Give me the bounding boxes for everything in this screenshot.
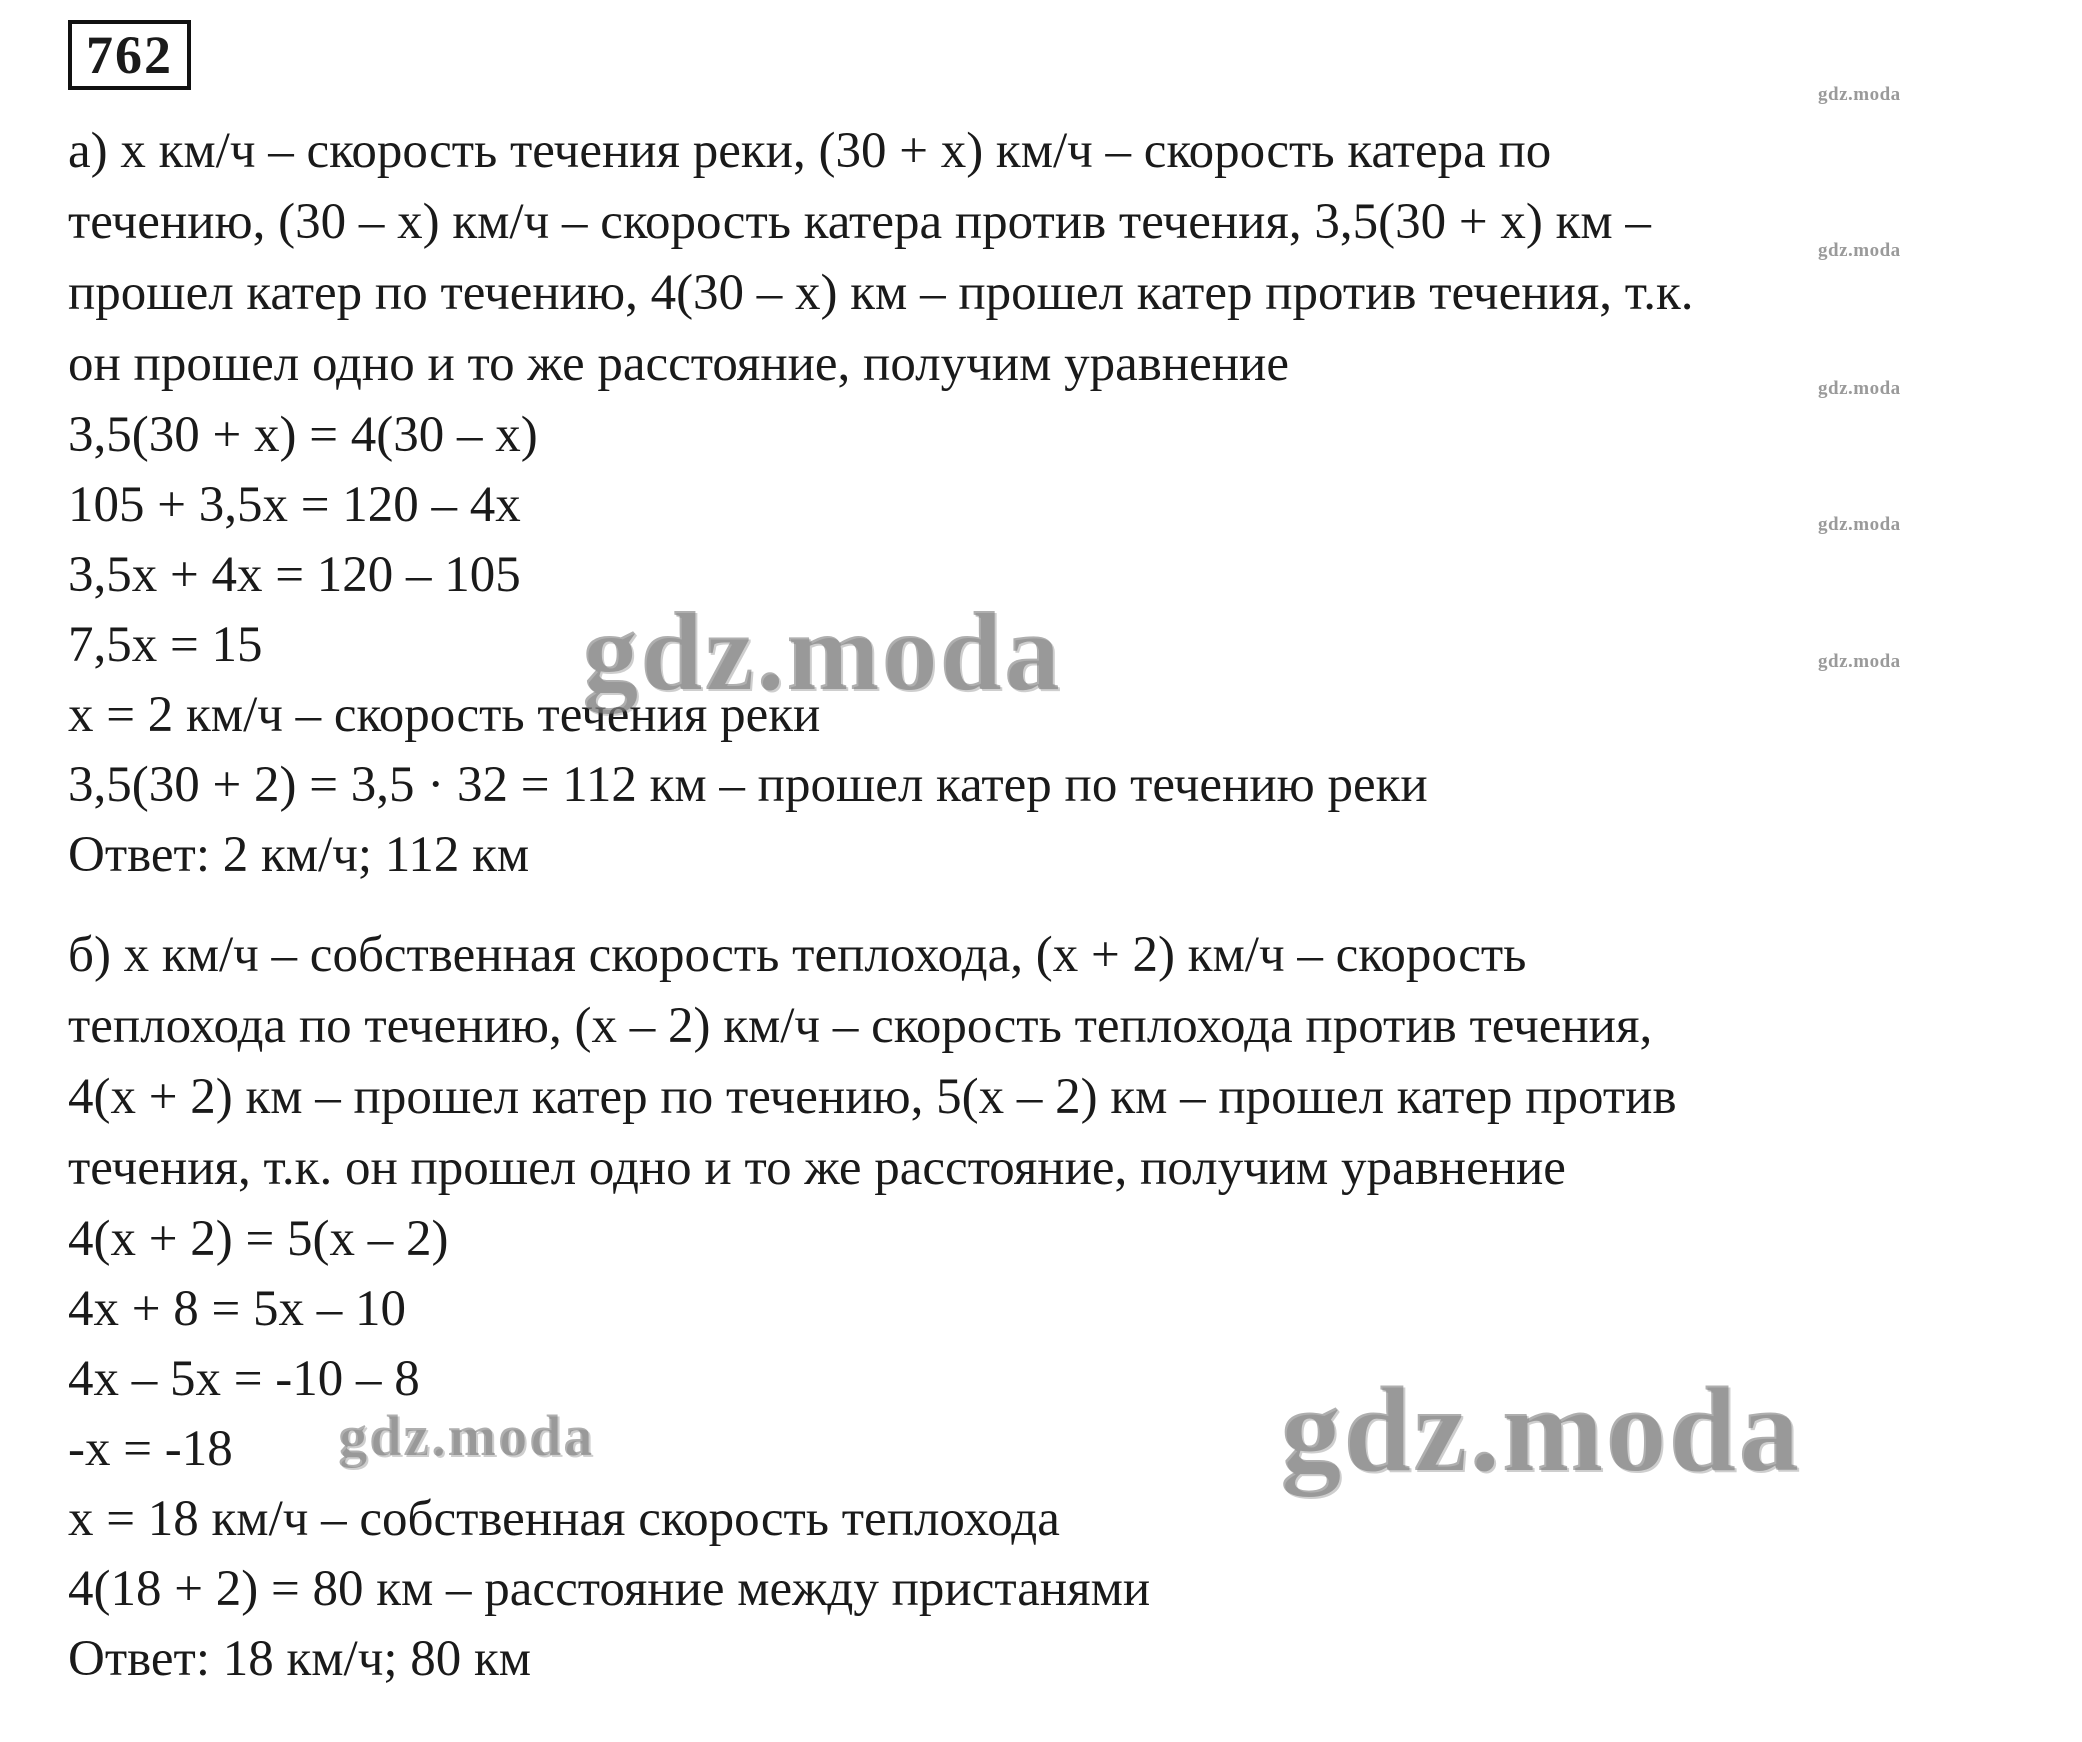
watermark-small: gdz.moda <box>1818 651 1901 672</box>
part-b-line: 4(x + 2) км – прошел катер по течению, 5(x – 2) км – прошел катер против <box>68 1069 1677 1125</box>
answer-b: Ответ: 18 км/ч; 80 км <box>68 1631 532 1687</box>
part-b-line: теплохода по течению, (x – 2) км/ч – скорость теплохода против течения, <box>68 998 1653 1054</box>
equation-line: 105 + 3,5x = 120 – 4x <box>68 477 521 533</box>
watermark-small: gdz.moda <box>1818 378 1901 399</box>
part-b-line: 4(18 + 2) = 80 км – расстояние между пристанями <box>68 1561 1151 1617</box>
watermark-small: gdz.moda <box>1818 240 1901 261</box>
equation-line: 7,5x = 15 <box>68 617 263 673</box>
answer-a: Ответ: 2 км/ч; 112 км <box>68 827 530 883</box>
part-a-line: 3,5(30 + 2) = 3,5 · 32 = 112 км – прошел катер по течению реки <box>68 757 1428 813</box>
part-a-line: он прошел одно и то же расстояние, получим уравнение <box>68 336 1289 392</box>
equation-line: 4x + 8 = 5x – 10 <box>68 1281 407 1337</box>
watermark-medium: gdz.moda <box>338 1403 595 1468</box>
equation-line: 4(x + 2) = 5(x – 2) <box>68 1211 449 1267</box>
part-b-line: б) x км/ч – собственная скорость теплохода, (x + 2) км/ч – скорость <box>68 927 1527 983</box>
part-a-line: а) x км/ч – скорость течения реки, (30 + x) км/ч – скорость катера по <box>68 123 1552 179</box>
equation-line: 3,5x + 4x = 120 – 105 <box>68 547 521 603</box>
part-b-line: течения, т.к. он прошел одно и то же расстояние, получим уравнение <box>68 1140 1566 1196</box>
equation-line: 3,5(30 + x) = 4(30 – x) <box>68 407 538 463</box>
watermark-large: gdz.moda <box>582 590 1062 714</box>
equation-line: 4x – 5x = -10 – 8 <box>68 1351 420 1407</box>
part-a-line: x = 2 км/ч – скорость течения реки <box>68 687 821 743</box>
watermark-small: gdz.moda <box>1818 514 1901 535</box>
watermark-large: gdz.moda <box>1280 1362 1801 1497</box>
equation-line: -x = -18 <box>68 1421 233 1477</box>
part-b-line: x = 18 км/ч – собственная скорость теплохода <box>68 1491 1060 1547</box>
watermark-small: gdz.moda <box>1818 84 1901 105</box>
problem-number: 762 <box>68 20 191 90</box>
part-a-line: прошел катер по течению, 4(30 – x) км – прошел катер против течения, т.к. <box>68 265 1694 321</box>
part-a-line: течению, (30 – x) км/ч – скорость катера против течения, 3,5(30 + x) км – <box>68 194 1651 250</box>
